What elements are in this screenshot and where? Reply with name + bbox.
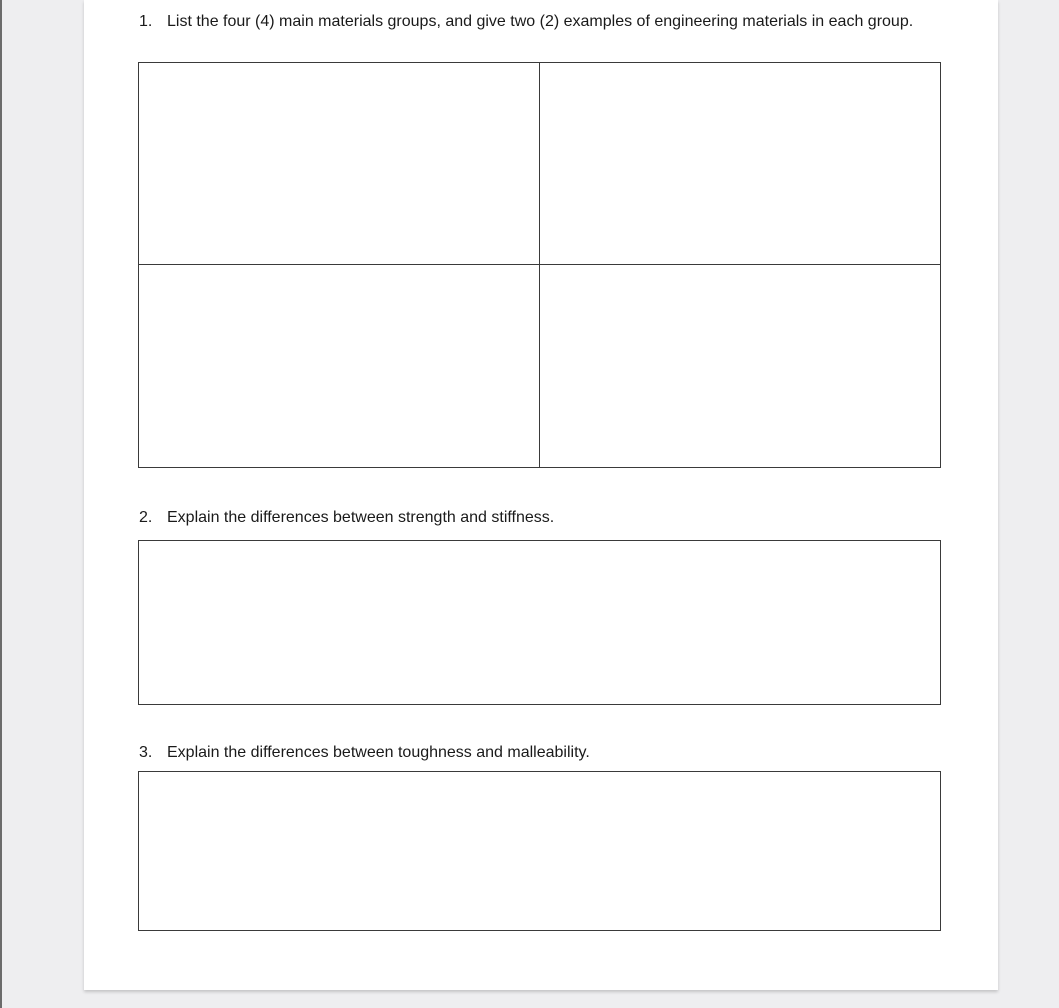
table-cell-bottom-right[interactable]: [540, 265, 941, 467]
question-2: [139, 506, 919, 530]
table-cell-bottom-left[interactable]: [139, 265, 540, 467]
question-1-number: 1.: [139, 13, 153, 30]
question-3-text: Explain the differences between toughness and malleability.: [167, 744, 590, 761]
answer-box-question-3[interactable]: [138, 771, 941, 931]
answer-box-question-2[interactable]: [138, 540, 941, 705]
question-3: [139, 741, 919, 765]
question-2-text: Explain the differences between strength and stiffness.: [167, 509, 555, 526]
question-1-text: List the four (4) main materials groups, and give two (2) examples of engineering materials in each group.: [167, 13, 914, 30]
table-cell-top-right[interactable]: [540, 63, 941, 265]
table-cell-top-left[interactable]: [139, 63, 540, 265]
question-2-number: 2.: [139, 509, 153, 526]
question-3-number: 3.: [139, 744, 153, 761]
materials-groups-table: [138, 62, 941, 468]
document-page: [84, 0, 998, 990]
viewer-left-border: [0, 0, 2, 1008]
question-1: [139, 10, 919, 60]
